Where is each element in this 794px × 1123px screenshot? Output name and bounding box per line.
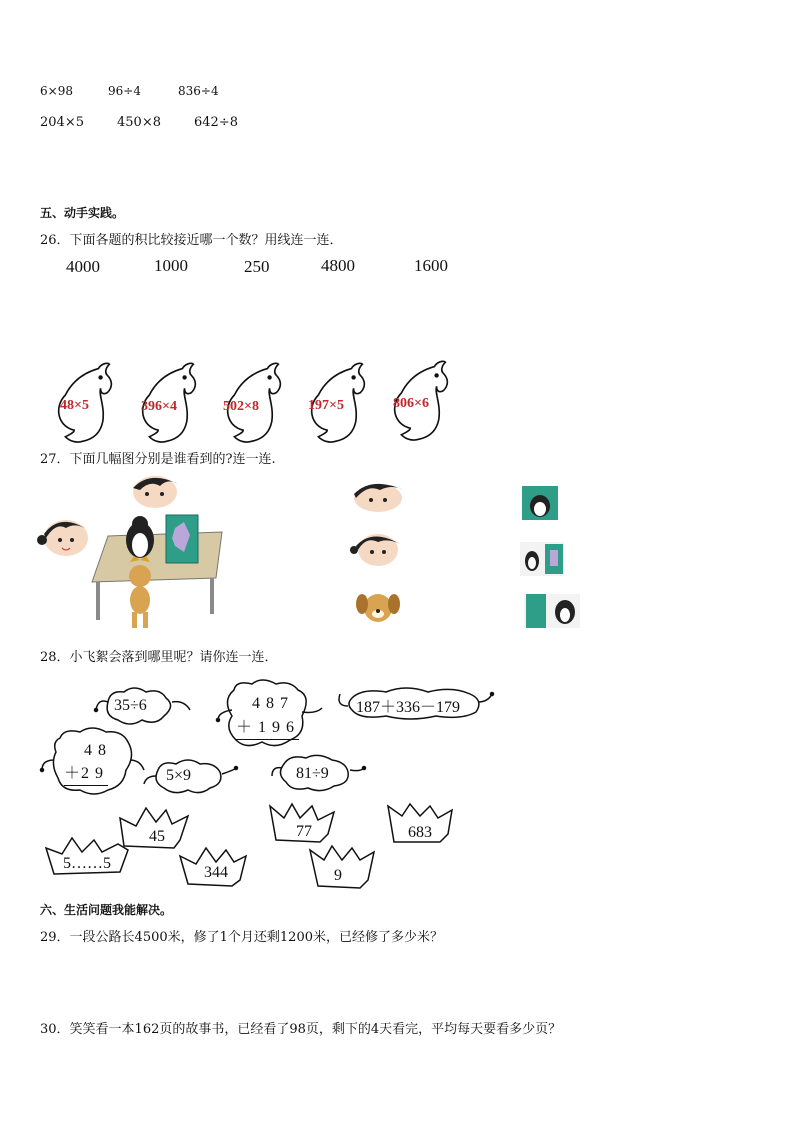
section6-title: 六、生活问题我能解决。 [40,903,173,917]
cloud-expression: 81÷9 [296,765,329,782]
q29-text: 29．一段公路长4500米，修了1个月还剩1200米，已经修了多少米？ [40,930,443,945]
calc-3: 836÷4 [178,84,219,98]
q26-text: 26．下面各题的积比较接近哪一个数？用线连一连． [40,233,343,248]
dolphin-expression: 197×5 [308,398,344,413]
cloud-expression-top: 4 8 7 [252,695,289,712]
grass-number: 77 [296,823,312,840]
q26-number: 4800 [321,256,355,275]
cloud-expression-bottom: ＋2 9 [64,760,108,786]
cloud-expression: 187＋336－179 [356,699,461,716]
cloud-expression: 5×9 [166,767,192,784]
cloud-expression: 35÷6 [114,697,147,714]
calc-2: 96÷4 [108,84,141,98]
dolphin-expression: 48×5 [60,398,89,413]
grass-number: 9 [334,867,342,884]
q26-number: 250 [244,257,270,276]
calc-5: 450×8 [117,115,161,130]
grass-number: 683 [408,824,432,841]
calc-1: 6×98 [40,84,73,98]
grass-number: 5……5 [63,855,111,872]
dolphin-expression: 502×8 [223,399,259,414]
section5-title: 五、动手实践。 [40,206,125,220]
grass-number: 344 [204,864,228,881]
calc-6: 642÷8 [194,115,238,130]
q28-text: 28．小飞絮会落到哪里呢？请你连一连． [40,650,278,665]
q30-text: 30．笑笑看一本162页的故事书，已经看了98页，剩下的4天看完，平均每天要看多少页？ [40,1022,562,1037]
q27-text: 27．下面几幅图分别是谁看到的?连一连. [40,452,276,467]
dolphin-expression: 806×6 [393,396,429,411]
dolphin-expression: 396×4 [141,399,177,414]
q26-number: 1600 [414,256,448,275]
cloud-expression-bottom: ＋ 1 9 6 [236,714,299,740]
q26-number: 1000 [154,256,188,275]
calc-4: 204×5 [40,115,84,130]
q26-number: 4000 [66,257,100,276]
grass-number: 45 [149,828,165,845]
cloud-expression-top: 4 8 [84,742,107,759]
